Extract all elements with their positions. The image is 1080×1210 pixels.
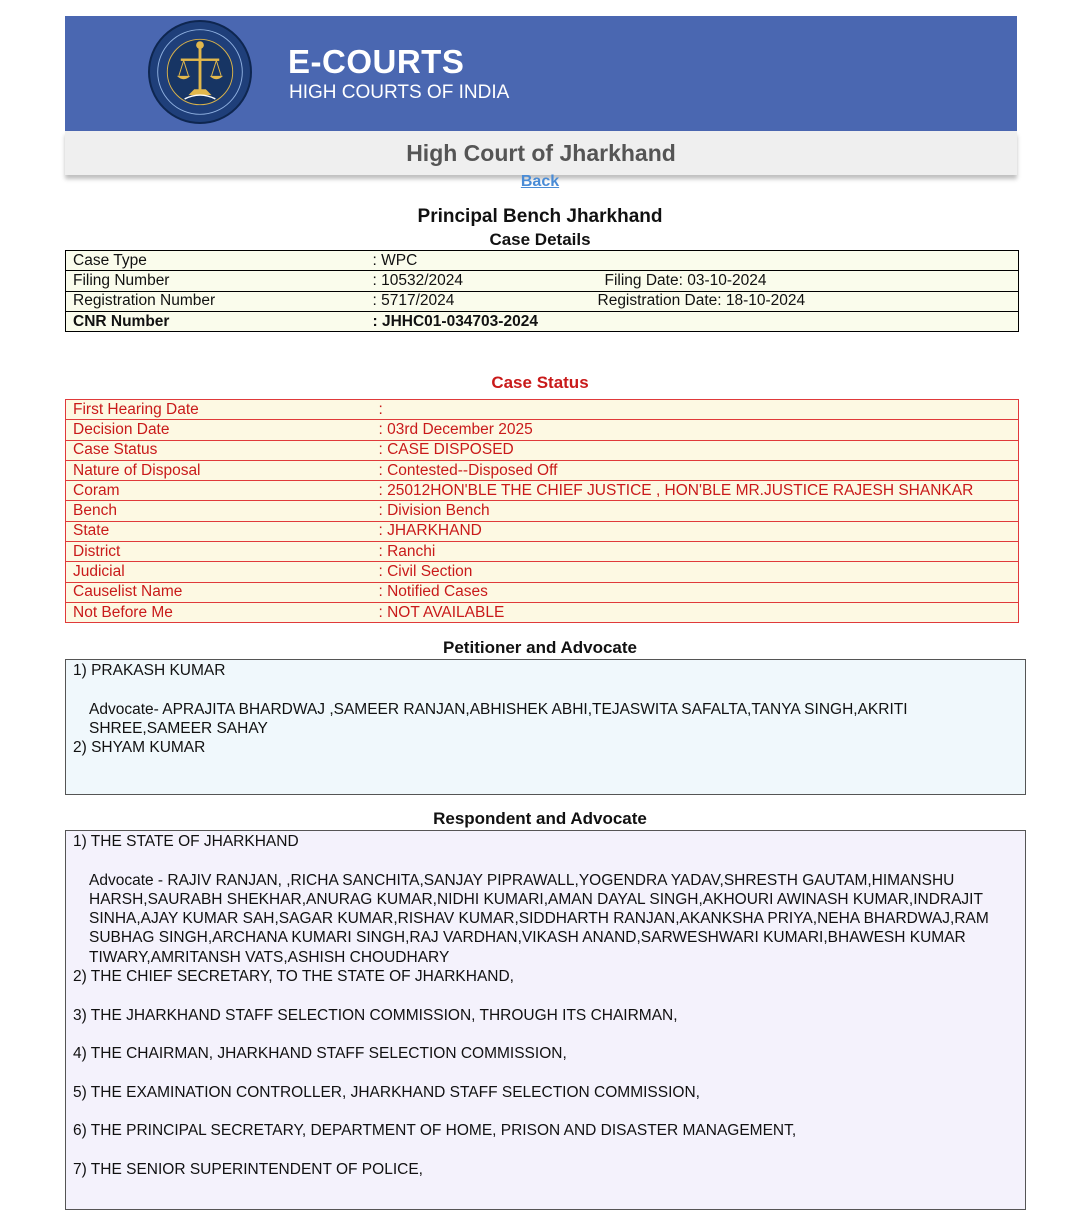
status-label: Decision Date [66,420,372,440]
table-row [66,542,1019,562]
table-row [66,251,1019,271]
status-value: : Division Bench [372,501,1019,521]
case-type-value: : WPC [366,251,598,271]
ecourts-emblem-logo [148,20,252,124]
respondent-party-6: 6) THE PRINCIPAL SECRETARY, DEPARTMENT OF HOME, PRISON AND DISASTER MANAGEMENT, [73,1122,797,1140]
brand-title: E-COURTS [288,43,465,80]
respondent-advocates: Advocate - RAJIV RANJAN, ,RICHA SANCHITA,SANJAY PIPRAWALL,YOGENDRA YADAV,SHRESTH GAUTAM,HIMANSHU HARSH,SAURABH SHEKHAR,ANURAG KUMAR,NIDHI KUMARI,AMAN DAYAL SINGH,AKHOURI AWINASH KUMAR,INDRAJIT SINHA,AJAY KUMAR SAH,SAGAR KUMAR,RISHAV KUMAR,SIDDHARTH RANJAN,AKANKSHA PRIYA,NEHA BHARDWAJ,RAM SUBHAG SINGH,ARCHANA KUMARI SINGH,RAJ VARDHAN,VIKASH ANAND,SARWESHWARI KUMARI,BHAWESH KUMAR TIWARY,AMRITANSH VATS,ASHISH CHOUDHARY [89,871,989,966]
table-row [66,481,1019,501]
status-label: Coram [66,481,372,501]
status-label: Bench [66,501,372,521]
cnr-label: CNR Number [66,311,366,331]
respondent-heading: Respondent and Advocate [433,809,647,828]
registration-number-label: Registration Number [66,291,366,311]
case-type-label: Case Type [66,251,366,271]
respondent-party-2: 2) THE CHIEF SECRETARY, TO THE STATE OF JHARKHAND, [73,968,514,986]
table-row [66,460,1019,480]
table-row [66,501,1019,521]
respondent-party-4: 4) THE CHAIRMAN, JHARKHAND STAFF SELECTION COMMISSION, [73,1045,567,1063]
table-row [66,562,1019,582]
status-value: : NOT AVAILABLE [372,602,1019,622]
case-status-table [65,399,1019,623]
status-label: Case Status [66,440,372,460]
court-name-bar: High Court of Jharkhand [65,131,1017,175]
status-value: : [372,400,1019,420]
table-row [66,521,1019,541]
scales-of-justice-icon [150,22,250,122]
table-row [66,582,1019,602]
respondent-party-3: 3) THE JHARKHAND STAFF SELECTION COMMISSION, THROUGH ITS CHAIRMAN, [73,1006,678,1024]
filing-date: Filing Date: 03-10-2024 [598,271,1019,291]
status-value: : JHARKHAND [372,521,1019,541]
brand-subtitle: HIGH COURTS OF INDIA [289,82,510,103]
status-label: Not Before Me [66,602,372,622]
petitioner-box [65,659,1026,795]
status-label: Causelist Name [66,582,372,602]
petitioner-advocates: Advocate- APRAJITA BHARDWAJ ,SAMEER RANJAN,ABHISHEK ABHI,TEJASWITA SAFALTA,TANYA SINGH,AKRITI SHREE,SAMEER SAHAY [89,700,908,737]
status-label: District [66,542,372,562]
case-details-heading: Case Details [489,230,591,249]
respondent-party-1: 1) THE STATE OF JHARKHAND [73,833,299,850]
case-status-heading: Case Status [491,373,589,392]
bench-title: Principal Bench Jharkhand [417,206,663,227]
filing-number-value: : 10532/2024 [366,271,598,291]
status-value: : 03rd December 2025 [372,420,1019,440]
status-label: State [66,521,372,541]
table-row [66,602,1019,622]
status-value: : Notified Cases [372,582,1019,602]
table-row [66,271,1019,291]
table-row [66,440,1019,460]
registration-number-value: : 5717/2024 [366,291,598,311]
back-link[interactable] [0,173,1080,191]
filing-number-label: Filing Number [66,271,366,291]
registration-date: Registration Date: 18-10-2024 [598,291,1019,311]
respondent-party-7: 7) THE SENIOR SUPERINTENDENT OF POLICE, [73,1161,423,1179]
status-value: : Contested--Disposed Off [372,460,1019,480]
status-value: : Ranchi [372,542,1019,562]
status-value: : Civil Section [372,562,1019,582]
petitioner-heading: Petitioner and Advocate [443,638,637,657]
status-label: Judicial [66,562,372,582]
table-row [66,311,1019,331]
case-details-table [65,250,1019,332]
respondent-box [65,830,1026,1210]
status-value: : 25012HON'BLE THE CHIEF JUSTICE , HON'BLE MR.JUSTICE RAJESH SHANKAR [372,481,1019,501]
status-label: Nature of Disposal [66,460,372,480]
table-row [66,291,1019,311]
status-label: First Hearing Date [66,400,372,420]
respondent-party-5: 5) THE EXAMINATION CONTROLLER, JHARKHAND STAFF SELECTION COMMISSION, [73,1083,700,1101]
petitioner-party-1: 1) PRAKASH KUMAR [73,662,226,679]
table-row [66,400,1019,420]
back-link-label[interactable]: Back [520,173,560,190]
status-value: : CASE DISPOSED [372,440,1019,460]
header-banner [65,16,1017,131]
petitioner-party-2: 2) SHYAM KUMAR [73,739,206,757]
table-row [66,420,1019,440]
cnr-value: : JHHC01-034703-2024 [366,311,598,331]
